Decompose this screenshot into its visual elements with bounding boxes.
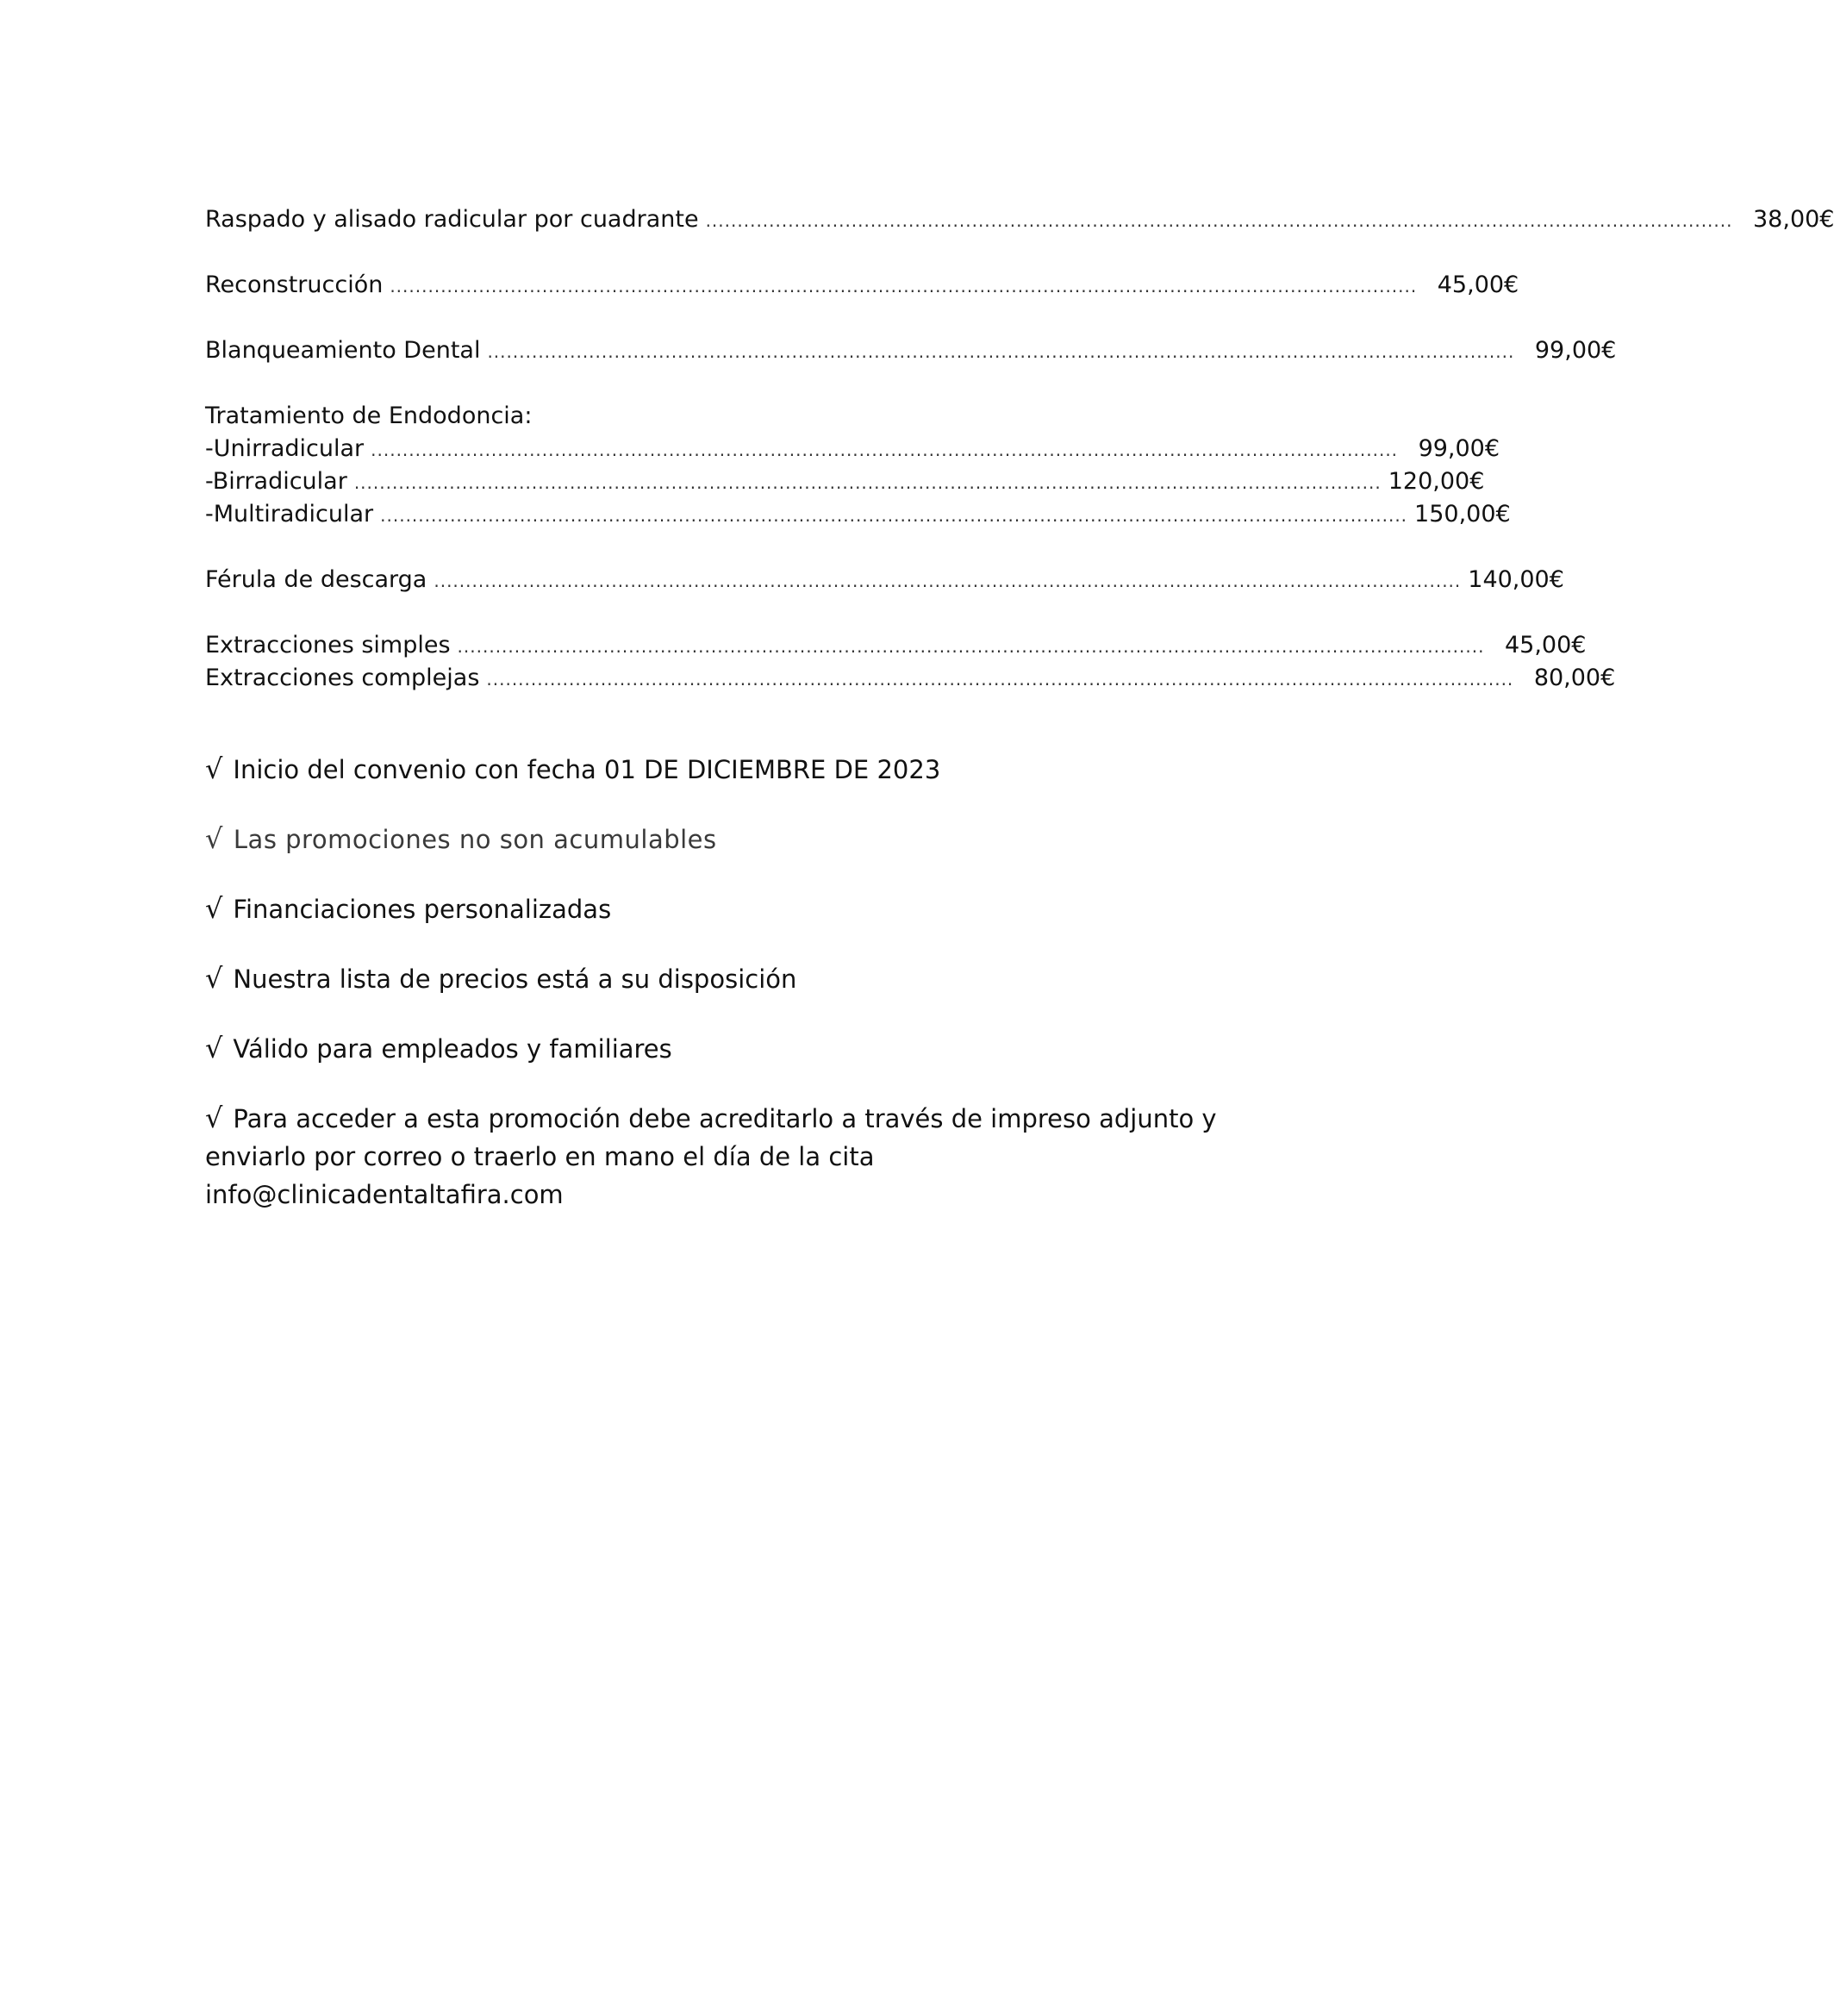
dot-leader: .................................................................................................................................................................. (487, 341, 1515, 362)
check-icon: √ (205, 962, 223, 995)
price-value: 140,00€ (1468, 566, 1564, 593)
price-label: Reconstrucción (205, 272, 384, 298)
contact-email-link[interactable]: info@clinicadentaltafira.com (205, 1180, 564, 1209)
note-acceso-promocion (205, 1099, 1239, 1214)
price-label: -Birradicular (205, 468, 347, 495)
note-valido-empleados (205, 1029, 1239, 1068)
price-row-ferula (205, 564, 1564, 596)
check-icon: √ (205, 892, 223, 925)
note-financiaciones (205, 889, 1239, 928)
note-text: Inicio del convenio con fecha 01 DE DICIEMBRE DE 2023 (233, 755, 941, 784)
check-icon: √ (205, 752, 223, 785)
check-icon: √ (205, 1102, 223, 1134)
note-text: Financiaciones personalizadas (233, 895, 612, 924)
price-label: Raspado y alisado radicular por cuadrante (205, 206, 699, 233)
dot-leader: .................................................................................................................................................................. (371, 440, 1399, 460)
dot-leader: .................................................................................................................................................................. (353, 472, 1382, 493)
note-inicio-convenio (205, 750, 1239, 789)
endodoncia-heading: Tratamiento de Endodoncia: (205, 403, 533, 429)
check-icon: √ (205, 822, 223, 855)
dot-leader: .................................................................................................................................................................. (390, 276, 1418, 296)
price-row-raspado (205, 203, 1834, 236)
dot-leader: .................................................................................................................................................................. (434, 571, 1462, 591)
note-text-line1: Para acceder a esta promoción debe acreditarlo a través de impreso adjunto y (233, 1104, 1217, 1133)
note-text-line2: enviarlo por correo o traerlo en mano el día de la cita (205, 1142, 875, 1171)
dot-leader: .................................................................................................................................................................. (705, 210, 1733, 231)
dot-leader: .................................................................................................................................................................. (486, 669, 1514, 690)
price-row-unirradicular (205, 433, 1500, 465)
price-row-extracciones-complejas (205, 662, 1616, 695)
price-row-multiradicular (205, 498, 1511, 531)
note-text: Válido para empleados y familiares (233, 1034, 672, 1064)
price-label: Blanqueamiento Dental (205, 337, 481, 364)
price-label: Extracciones simples (205, 632, 451, 658)
price-value: 45,00€ (1504, 632, 1587, 658)
dot-leader: .................................................................................................................................................................. (457, 636, 1485, 657)
check-icon: √ (205, 1032, 223, 1064)
note-lista-precios (205, 959, 1239, 998)
price-value: 99,00€ (1418, 435, 1500, 462)
note-no-acumulables (205, 820, 1239, 858)
price-value: 99,00€ (1534, 337, 1617, 364)
note-text: Las promociones no son acumulables (233, 825, 717, 854)
price-list (205, 203, 1834, 695)
price-label: Férula de descarga (205, 566, 427, 593)
price-row-extracciones-simples (205, 629, 1587, 662)
price-value: 150,00€ (1414, 501, 1511, 527)
price-row-blanqueamiento (205, 334, 1617, 367)
price-value: 120,00€ (1388, 468, 1485, 495)
price-value: 80,00€ (1533, 665, 1616, 691)
price-label: -Unirradicular (205, 435, 365, 462)
note-text: Nuestra lista de precios está a su disposición (233, 964, 797, 994)
price-label: Extracciones complejas (205, 665, 480, 691)
price-value: 38,00€ (1753, 206, 1834, 233)
price-row-reconstruccion (205, 269, 1519, 302)
price-value: 45,00€ (1437, 272, 1519, 298)
conditions-list (205, 750, 1239, 1245)
price-label: -Multiradicular (205, 501, 374, 527)
price-row-birradicular (205, 465, 1485, 498)
dot-leader: .................................................................................................................................................................. (380, 505, 1408, 526)
